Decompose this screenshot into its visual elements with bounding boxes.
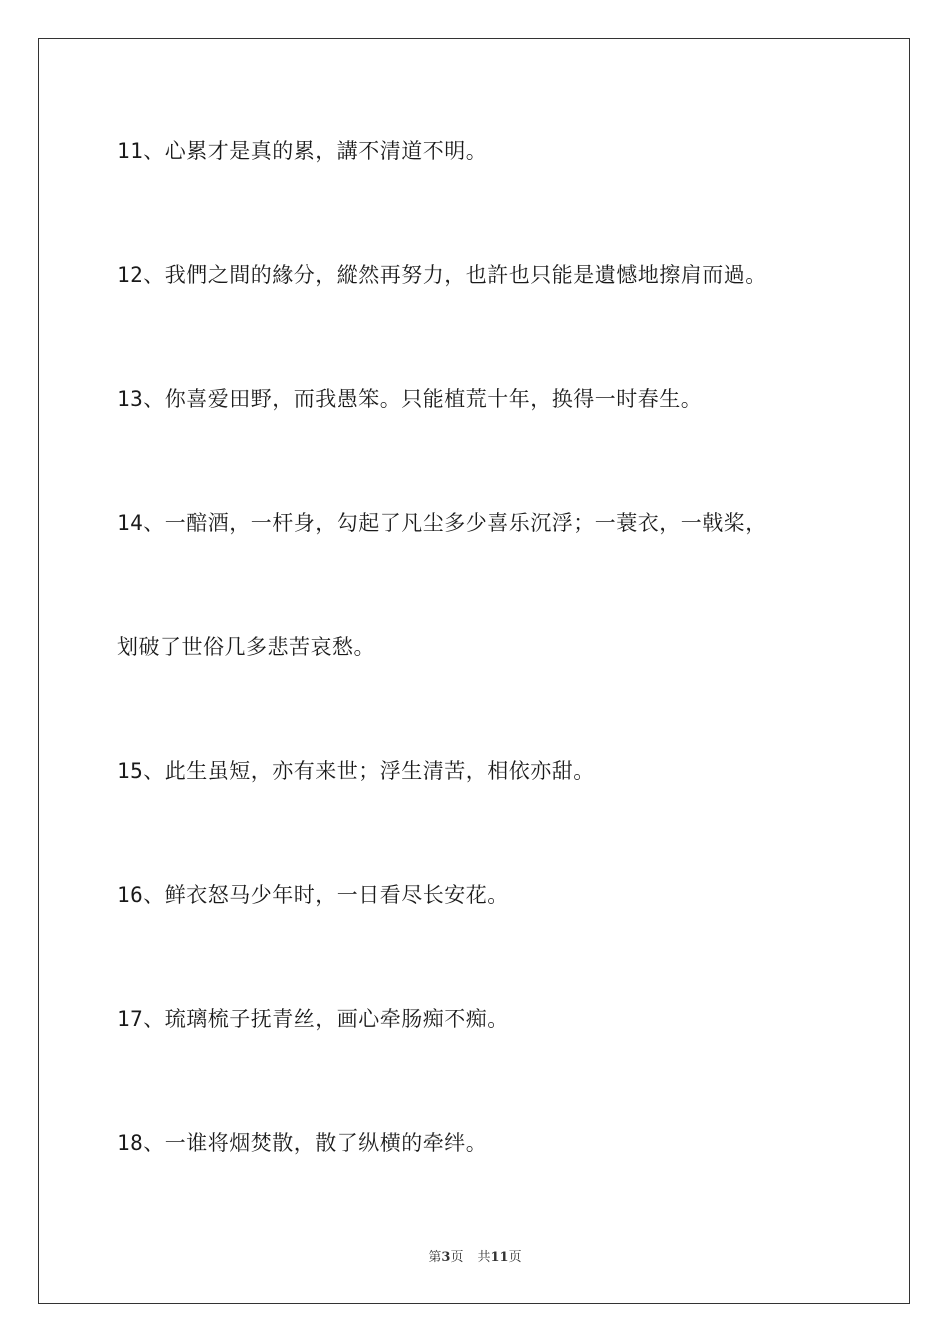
- page-border: [38, 38, 910, 1304]
- page-number-footer: [0, 1246, 950, 1265]
- quote-line-14-continued: 划破了世俗几多悲苦哀愁。: [117, 635, 375, 659]
- quote-line-17: 17、琉璃梳子抚青丝，画心牵肠痴不痴。: [117, 1007, 509, 1031]
- quote-line-16: 16、鲜衣怒马少年时，一日看尽长安花。: [117, 883, 509, 907]
- current-page-number: 3: [441, 1250, 451, 1265]
- page-prefix: 第: [428, 1250, 442, 1265]
- quote-line-18: 18、一谁将烟焚散，散了纵横的牵绊。: [117, 1131, 488, 1155]
- page-suffix: 页: [450, 1250, 464, 1265]
- quote-line-12: 12、我們之間的緣分，縱然再努力，也許也只能是遺憾地擦肩而過。: [117, 263, 767, 287]
- quote-line-15: 15、此生虽短，亦有来世；浮生清苦，相依亦甜。: [117, 759, 595, 783]
- quote-line-11: 11、心累才是真的累，講不清道不明。: [117, 139, 488, 163]
- total-pages-number: 11: [490, 1250, 509, 1265]
- quote-line-14: 14、一醅酒，一杆身，勾起了凡尘多少喜乐沉浮；一蓑衣，一戟桨，: [117, 511, 767, 535]
- quote-line-13: 13、你喜爱田野，而我愚笨。只能植荒十年，换得一时春生。: [117, 387, 703, 411]
- total-suffix: 页: [508, 1250, 522, 1265]
- total-prefix: 共: [477, 1250, 491, 1265]
